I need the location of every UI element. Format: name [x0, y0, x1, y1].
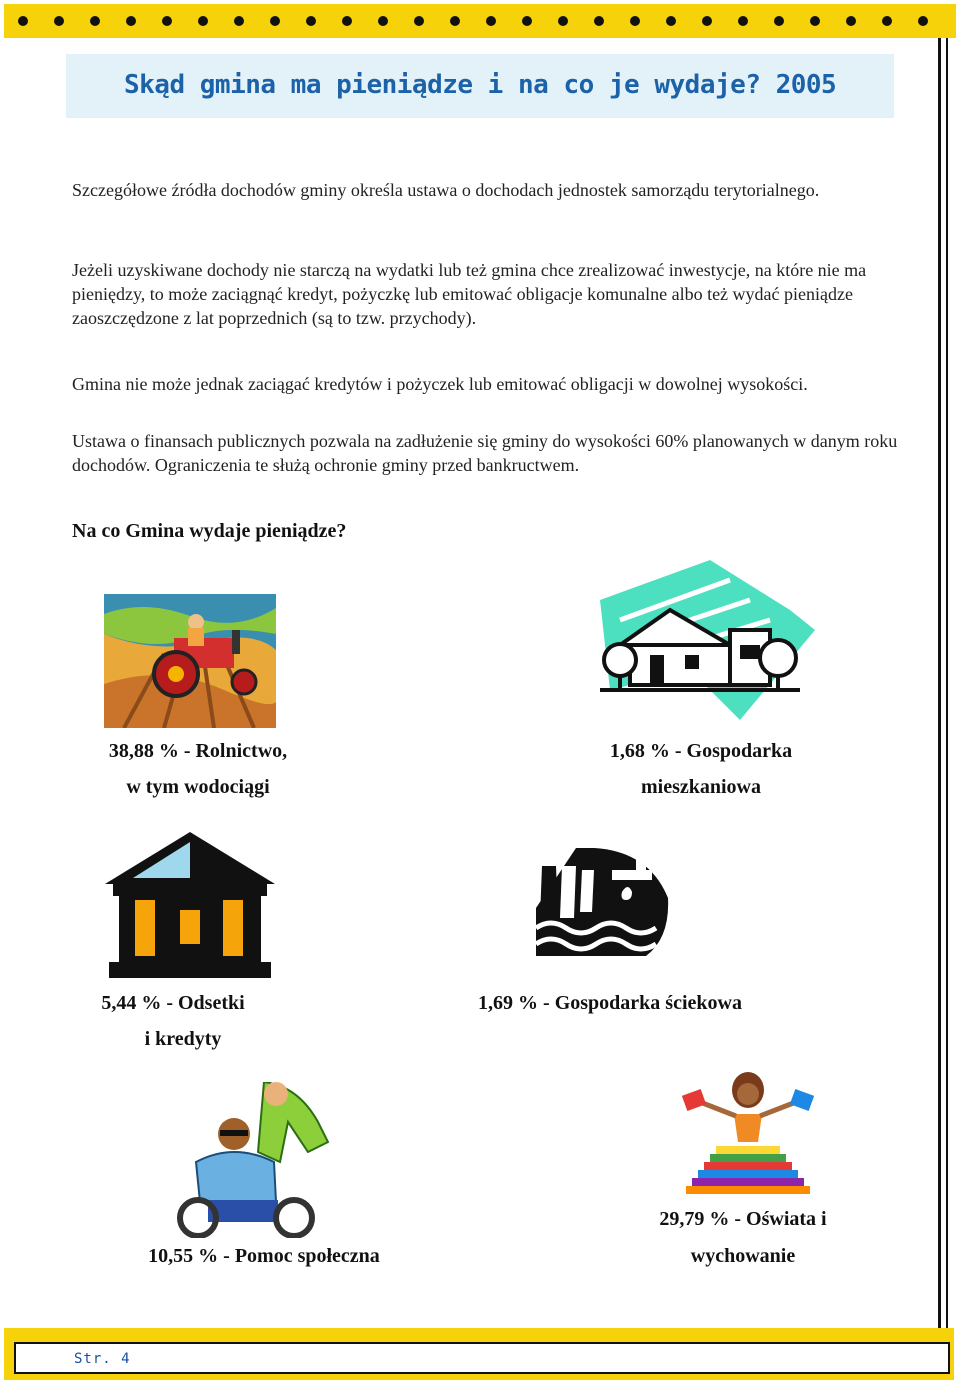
dot	[90, 16, 100, 26]
dot	[342, 16, 352, 26]
sewage-icon	[536, 848, 670, 958]
caption-agriculture-line2: w tym wodociągi	[126, 776, 270, 798]
dot	[738, 16, 748, 26]
dot	[450, 16, 460, 26]
dot	[882, 16, 892, 26]
top-border	[4, 4, 956, 38]
caption-sewage: 1,69 % - Gospodarka ściekowa	[478, 992, 742, 1014]
page-number: Str. 4	[74, 1351, 131, 1367]
dot	[54, 16, 64, 26]
dot	[630, 16, 640, 26]
dot	[522, 16, 532, 26]
dot	[846, 16, 856, 26]
paragraph-income-sources: Szczegółowe źródła dochodów gminy określa ustawa o dochodach jednostek samorządu terytorialnego.	[72, 180, 820, 200]
dot	[414, 16, 424, 26]
tractor-icon	[104, 594, 276, 728]
dot	[18, 16, 28, 26]
title-box	[66, 54, 894, 118]
bottom-border	[4, 1328, 954, 1380]
paragraph-credits: Jeżeli uzyskiwane dochody nie starczą na wydatki lub też gmina chce zrealizować inwestycje, na które nie ma pieniędzy, to może zaciągnąć kredyt, pożyczkę lub emitować obligacje komunalne albo też wydać pieniądze zaoszczędzone z lat poprzednich (są to tzw. przychody).	[72, 260, 867, 328]
dot	[594, 16, 604, 26]
page-title: Skąd gmina ma pieniądze i na co je wydaje? 2005	[124, 70, 837, 100]
dot	[198, 16, 208, 26]
caption-education-line2: wychowanie	[690, 1245, 796, 1267]
caption-housing-line1: 1,68 % - Gospodarka	[609, 740, 793, 762]
house-icon	[590, 560, 815, 730]
dot	[270, 16, 280, 26]
dot	[378, 16, 388, 26]
books-icon	[680, 1062, 816, 1200]
caption-housing-line2: mieszkaniowa	[641, 776, 761, 798]
wheelchair-icon	[168, 1082, 330, 1238]
dot	[306, 16, 316, 26]
paragraph-limits: Gmina nie może jednak zaciągać kredytów i pożyczek lub emitować obligacji w dowolnej wysokości.	[72, 374, 808, 394]
caption-interest-line2: i kredyty	[144, 1028, 222, 1050]
section-heading: Na co Gmina wydaje pieniądze?	[72, 520, 347, 542]
dot	[126, 16, 136, 26]
dot	[666, 16, 676, 26]
caption-education-line1: 29,79 % - Oświata i	[659, 1208, 827, 1230]
dot	[162, 16, 172, 26]
dot	[234, 16, 244, 26]
right-border	[938, 38, 948, 1328]
caption-agriculture-line1: 38,88 % - Rolnictwo,	[108, 740, 288, 762]
dot	[918, 16, 928, 26]
caption-social-aid: 10,55 % - Pomoc społeczna	[148, 1245, 380, 1267]
caption-interest-line1: 5,44 % - Odsetki	[101, 992, 245, 1014]
dot	[702, 16, 712, 26]
bank-icon	[105, 832, 275, 980]
paragraph-debt-law: Ustawa o finansach publicznych pozwala na zadłużenie się gminy do wysokości 60% planowanych w danym roku dochodów. Ograniczenia te służą ochronie gminy przed bankructwem.	[72, 431, 898, 475]
dot	[558, 16, 568, 26]
dot	[810, 16, 820, 26]
dot	[486, 16, 496, 26]
footer-box	[14, 1342, 950, 1374]
dot	[774, 16, 784, 26]
